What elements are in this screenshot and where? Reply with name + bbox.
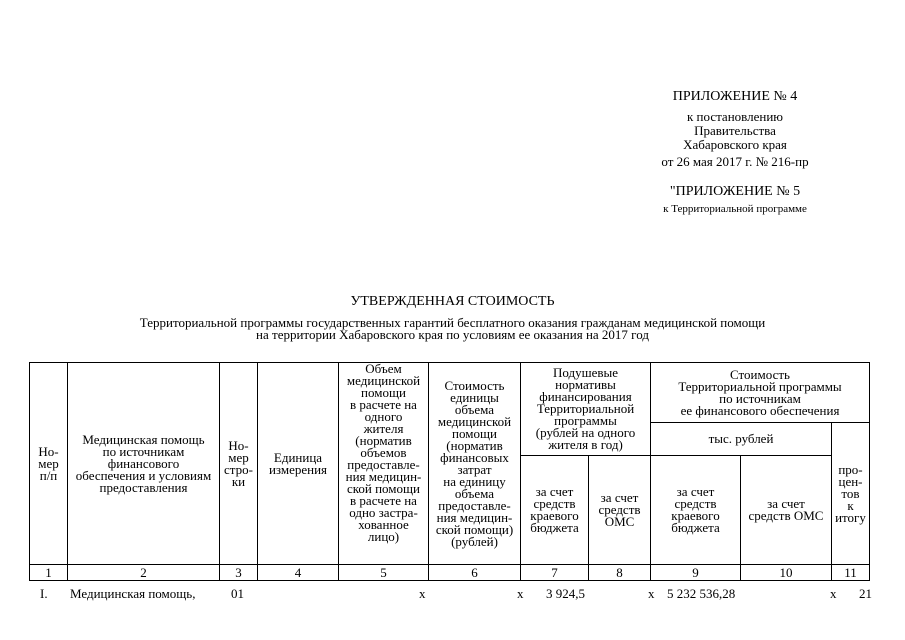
header-regional: за счет средств краевого бюджета: [521, 456, 589, 565]
cost-table: [29, 362, 870, 581]
row-volume: x: [419, 586, 426, 601]
header-unit: Единица измерения: [258, 363, 339, 565]
header-oms-total: за счет средств ОМС: [741, 456, 832, 565]
header-percap: Подушевые нормативы финансирования Территориальной программы (рублей на одного жителя в год): [521, 363, 651, 456]
row-line: 01: [231, 586, 244, 601]
row-num: I.: [40, 586, 48, 601]
row-oms: x: [648, 586, 655, 601]
column-number: 9: [651, 565, 741, 581]
header-care: Медицинская помощь по источникам финансового обеспечения и условиям предоставления: [68, 363, 220, 565]
row-cost: x: [517, 586, 524, 601]
row-name: Медицинская помощь,: [70, 586, 196, 601]
column-number-row: [30, 565, 870, 581]
row-oms-total: x: [830, 586, 837, 601]
appendix-line: к постановлению: [686, 109, 784, 124]
column-number: 11: [832, 565, 870, 581]
column-number: 8: [589, 565, 651, 581]
row-regional: 3 924,5: [546, 586, 585, 601]
document-title: УТВЕРЖДЕННАЯ СТОИМОСТЬ: [350, 294, 555, 309]
column-number: 5: [339, 565, 429, 581]
row-regional-total: 5 232 536,28: [667, 586, 736, 601]
appendix-line: Хабаровского края: [683, 137, 787, 152]
subtitle-line: Территориальной программы государственных гарантий бесплатного оказания гражданам медицинской помощи: [139, 315, 766, 330]
header-total: Стоимость Территориальной программы по источникам ее финансового обеспечения: [651, 363, 870, 423]
appendix-line: Правительства: [694, 123, 776, 138]
header-volume: Объем медицинской помощи в расчете на одного жителя (норматив объемов предоставле- ния медицин- ской помощи в расчете на одно застра- хованное лицо): [339, 363, 429, 565]
column-number: 2: [68, 565, 220, 581]
column-number: 1: [30, 565, 68, 581]
appendix-date: от 26 мая 2017 г. № 216-пр: [661, 154, 809, 169]
header-num: Но- мер п/п: [30, 363, 68, 565]
header-cost: Стоимость единицы объема медицинской помощи (норматив финансовых затрат на единицу объема предоставле- ния медицин- ской помощи) (рублей): [429, 363, 521, 565]
appendix-title: ПРИЛОЖЕНИЕ № 4: [672, 89, 798, 104]
row-percent: 21: [859, 586, 872, 601]
column-number: 6: [429, 565, 521, 581]
appendix-block: [620, 90, 850, 216]
header-line: Но- мер стро- ки: [220, 363, 258, 565]
header-regional-total: за счет средств краевого бюджета: [651, 456, 741, 565]
column-number: 4: [258, 565, 339, 581]
appendix-line: к Территориальной программе: [663, 203, 807, 215]
header-oms: за счет средств ОМС: [589, 456, 651, 565]
appendix-title-2: "ПРИЛОЖЕНИЕ № 5: [669, 184, 801, 199]
subtitle-line: на территории Хабаровского края по условиям ее оказания на 2017 год: [256, 327, 649, 342]
header-thousand: тыс. рублей: [651, 423, 832, 456]
column-number: 10: [741, 565, 832, 581]
table-row: [29, 586, 879, 602]
header-percent: про- цен- тов к итогу: [832, 423, 870, 565]
document-subtitle: [60, 317, 845, 341]
column-number: 3: [220, 565, 258, 581]
column-number: 7: [521, 565, 589, 581]
